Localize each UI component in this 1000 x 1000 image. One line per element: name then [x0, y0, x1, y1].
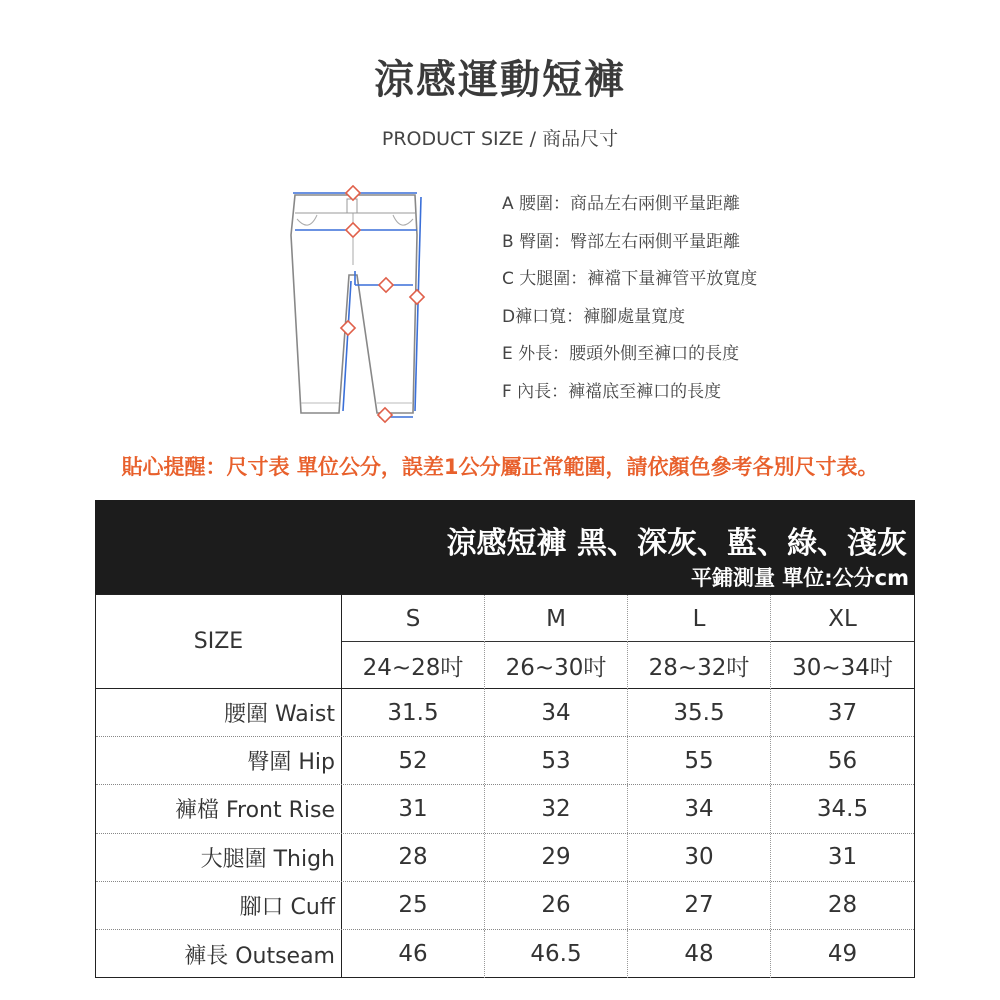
table-row [96, 930, 914, 978]
cell-value: 25 [342, 882, 485, 929]
cell-value: 27 [628, 882, 771, 929]
cell-value: 34 [485, 689, 628, 736]
table-subheading: 平鋪測量 單位:公分cm [690, 566, 909, 590]
shorts-diagram [285, 185, 435, 425]
table-row [96, 882, 914, 930]
cell-value: 26 [485, 882, 628, 929]
range-l: 28~32吋 [628, 642, 771, 689]
cell-value: 28 [827, 892, 858, 919]
cell-value: 46.5 [485, 930, 628, 978]
size-ranges-row [342, 642, 914, 689]
size-l: L [628, 595, 771, 642]
cell-value: 29 [485, 834, 628, 881]
cell-value: 46 [342, 930, 485, 978]
page-subtitle: PRODUCT SIZE / 商品尺寸 [381, 128, 619, 150]
legend-item-a: A 腰圍：商品左右兩側平量距離 [502, 194, 741, 214]
range-s: 24~28吋 [342, 642, 485, 689]
size-table [95, 594, 915, 978]
size-xl: XL [828, 605, 857, 632]
cell-value: 32 [485, 785, 628, 832]
size-names-row [342, 595, 914, 642]
cell-value: 52 [342, 737, 485, 784]
cell-value: 31 [342, 785, 485, 832]
row-label: 臀圍 Hip [96, 737, 342, 784]
size-columns [342, 595, 914, 689]
size-s: S [342, 595, 485, 642]
cell-value: 31.5 [342, 689, 485, 736]
cell-value: 28 [342, 834, 485, 881]
size-column-label: SIZE [96, 595, 342, 689]
legend-item-d: D褲口寬：褲腳處量寬度 [502, 306, 686, 327]
table-row [96, 689, 914, 737]
size-table-header [95, 500, 915, 594]
measurement-legend [502, 194, 757, 420]
row-label: 褲檔 Front Rise [96, 785, 342, 832]
cell-value: 35.5 [628, 689, 771, 736]
row-label: 大腿圍 Thigh [96, 834, 342, 881]
table-row [96, 785, 914, 833]
cell-value: 30 [628, 834, 771, 881]
cell-value: 53 [485, 737, 628, 784]
row-label: 褲長 Outseam [96, 930, 342, 978]
size-m: M [485, 595, 628, 642]
cell-value: 49 [827, 941, 858, 968]
cell-value: 55 [628, 737, 771, 784]
table-row [96, 737, 914, 785]
row-label: 腳口 Cuff [96, 882, 342, 929]
cell-value: 37 [827, 699, 858, 726]
legend-item-b: B 臀圍：臀部左右兩側平量距離 [502, 231, 741, 252]
range-xl: 30~34吋 [792, 655, 893, 681]
cell-value: 56 [827, 747, 858, 774]
page-title: 涼感運動短褲 [374, 57, 626, 103]
row-label: 腰圍 Waist [96, 689, 342, 736]
cell-value: 48 [628, 930, 771, 978]
cell-value: 34 [628, 785, 771, 832]
table-heading: 涼感短褲 黑、深灰、藍、綠、淺灰 [446, 526, 907, 561]
measurement-rows [96, 689, 914, 978]
range-m: 26~30吋 [485, 642, 628, 689]
legend-item-e: E 外長：腰頭外側至褲口的長度 [502, 344, 740, 365]
size-notice: 貼心提醒：尺寸表 單位公分，誤差1公分屬正常範圍，請依顏色參考各別尺寸表。 [121, 455, 879, 479]
legend-item-f: F 內長：褲襠底至褲口的長度 [502, 381, 722, 402]
table-row [96, 834, 914, 882]
legend-item-c: C 大腿圍：褲襠下量褲管平放寬度 [502, 269, 758, 290]
cell-value: 31 [827, 844, 858, 871]
cell-value: 34.5 [816, 795, 869, 822]
